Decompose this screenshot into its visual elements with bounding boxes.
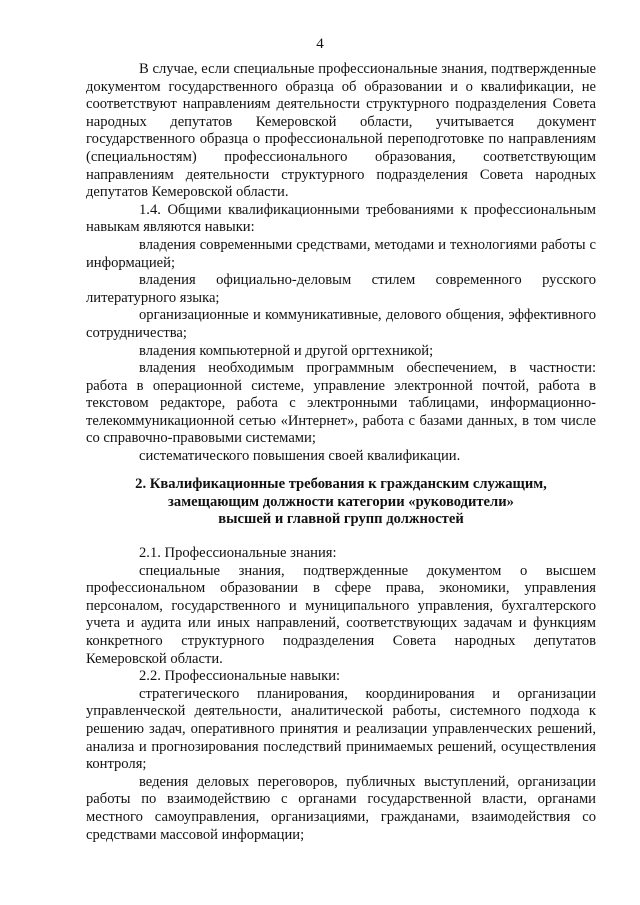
list-item-office-equipment: владения компьютерной и другой оргтехникой; xyxy=(139,342,434,359)
paragraph-2-2-heading: 2.2. Профессиональные навыки: xyxy=(139,668,341,685)
paragraph-2-1-heading: 2.1. Профессиональные знания: xyxy=(139,545,337,561)
paragraph-education-mismatch: В случае, если специальные профессиональные знания, подтвержденные документом государственного образца об образовании и о квалификации, не соответствуют направлениям деятельности структурного подразделения Совета народных депутатов Кемеровской области, учитывается документ государственного образца о профессиональной переподготовке по направлениям (специальностям) профессионального образования, соответствующим направлениям деятельности структурного подразделения Совета народных депутатов Кемеровской области. xyxy=(86,61,596,201)
list-item-qualification: систематического повышения своей квалификации. xyxy=(139,448,461,465)
list-item-info-tech: владения современными средствами, методами и технологиями работы с информацией; xyxy=(86,236,596,271)
intro-text-block xyxy=(86,61,596,466)
section-2-title xyxy=(86,476,596,529)
section-2-text-block xyxy=(86,545,596,844)
list-item-strategic-planning: стратегического планирования, координирования и организации управленческой деятельности, аналитической работы, системного подхода к решению задач, оперативного принятия и реализации управленческих решений, анализа и прогнозирования последствий принимаемых решений, осуществления контроля; xyxy=(86,685,596,773)
paragraph-special-knowledge: специальные знания, подтвержденные документом о высшем профессиональном образовании в сфере права, экономики, управления персоналом, государственного и муниципального управления, бухгалтерского учета и аудита или иных направлений, соответствующих задачам и функциям конкретного структурного подразделения Совета народных депутатов Кемеровской области. xyxy=(86,562,596,667)
list-item-official-style: владения официально-деловым стилем современного русского литературного языка; xyxy=(86,272,596,306)
section-title-line-3: высшей и главной групп должностей xyxy=(218,511,464,528)
section-title-line-1: 2. Квалификационные требования к гражданским служащим, xyxy=(135,476,547,492)
section-title-line-2: замещающим должности категории «руководители» xyxy=(168,493,514,510)
page-number: 4 xyxy=(316,36,324,52)
list-item-software: владения необходимым программным обеспечением, в частности: работа в операционной системе, управление электронной почтой, работа в текстовом редакторе, работа с электронными таблицами, информационно-телекоммуникационной сетью «Интернет», работа с базами данных, в том числе со справочно-правовыми системами; xyxy=(86,360,596,447)
list-item-communication: организационные и коммуникативные, делового общения, эффективного сотрудничества; xyxy=(86,307,596,341)
paragraph-1-4-heading: 1.4. Общими квалификационными требованиями к профессиональным навыкам являются навыки: xyxy=(86,201,596,236)
list-item-negotiations: ведения деловых переговоров, публичных выступлений, организации работы по взаимодействию с органами государственной власти, органами местного самоуправления, организациями, гражданами, взаимодействия со средствами массовой информации; xyxy=(86,773,596,843)
